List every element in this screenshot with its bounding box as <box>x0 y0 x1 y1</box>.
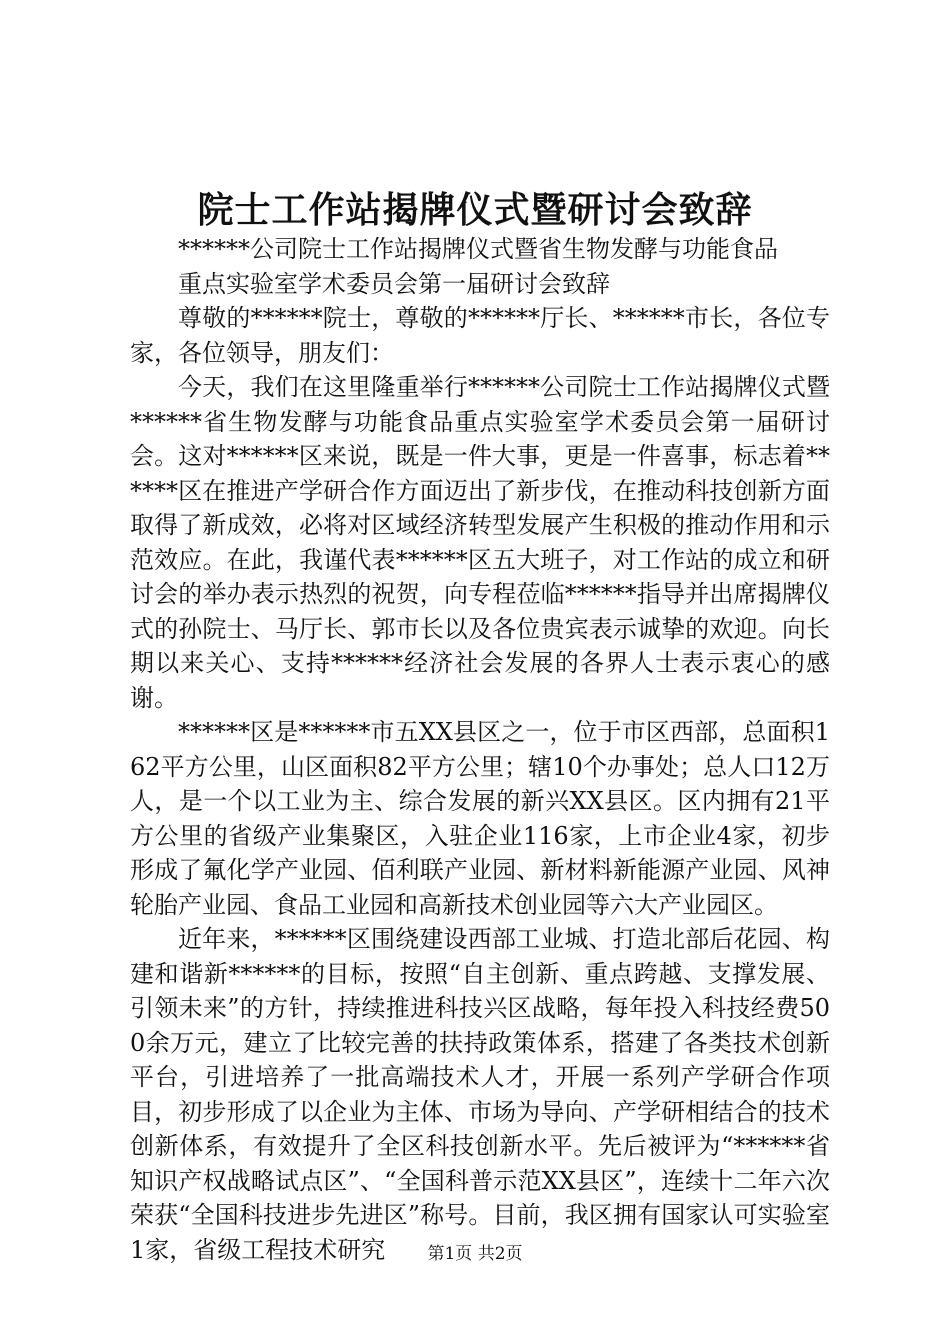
subtitle-line-1: ******公司院士工作站揭牌仪式暨省生物发酵与功能食品 <box>178 235 778 263</box>
paragraph-district-overview: ******区是******市五XX县区之一，位于市区西部，总面积162平方公里，山区面积82平方公里；辖10个办事处；总人口12万人，是一个以工业为主、综合发展的新兴XX县区。区内拥有21平方公里的省级产业集聚区，入驻企业116家，上市企业4家，初步形成了氟化学产业园、佰利联产业园、新材料新能源产业园、风神轮胎产业园、食品工业园和高新技术创业园等六大产业园区。 <box>130 718 830 919</box>
document-body <box>130 232 830 1267</box>
page-footer: 第1页 共2页 <box>427 1244 523 1264</box>
subtitle-line-2: 重点实验室学术委员会第一届研讨会致辞 <box>178 269 610 298</box>
paragraph-innovation: 近年来，******区围绕建设西部工业城、打造北部后花园、构建和谐新******的目标，按照“自主创新、重点跨越、支撑发展、引领未来”的方针，持续推进科技兴区战略，每年投入科技经费500余万元，建立了比较完善的扶持政策体系，搭建了各类技术创新平台，引进培养了一批高端技术人才，开展一系列产学研合作项目，初步形成了以企业为主体、市场为导向、产学研相结合的技术创新体系，有效提升了全区科技创新水平。先后被评为“******省知识产权战略试点区”、“全国科普示范XX县区”，连续十二年六次荣获“全国科技进步先进区”称号。目前，我区拥有国家认可实验室1家，省级工程技术研究 <box>130 925 830 1264</box>
page-title: 院士工作站揭牌仪式暨研讨会致辞 <box>197 189 753 231</box>
paragraph-opening: 今天，我们在这里隆重举行******公司院士工作站揭牌仪式暨******省生物发酵与功能食品重点实验室学术委员会第一届研讨会。这对******区来说，既是一件大事，更是一件喜事，标志着******区在推进产学研合作方面迈出了新步伐，在推动科技创新方面取得了新成效，必将对区域经济转型发展产生积极的推动作用和示范效应。在此，我谨代表******区五大班子，对工作站的成立和研讨会的举办表示热烈的祝贺，向专程莅临******指导并出席揭牌仪式的孙院士、马厅长、郭市长以及各位贵宾表示诚挚的欢迎。向长期以来关心、支持******经济社会发展的各界人士表示衷心的感谢。 <box>130 373 830 712</box>
paragraph-salutation: 尊敬的******院士，尊敬的******厅长、******市长，各位专家，各位领导，朋友们： <box>130 304 830 367</box>
